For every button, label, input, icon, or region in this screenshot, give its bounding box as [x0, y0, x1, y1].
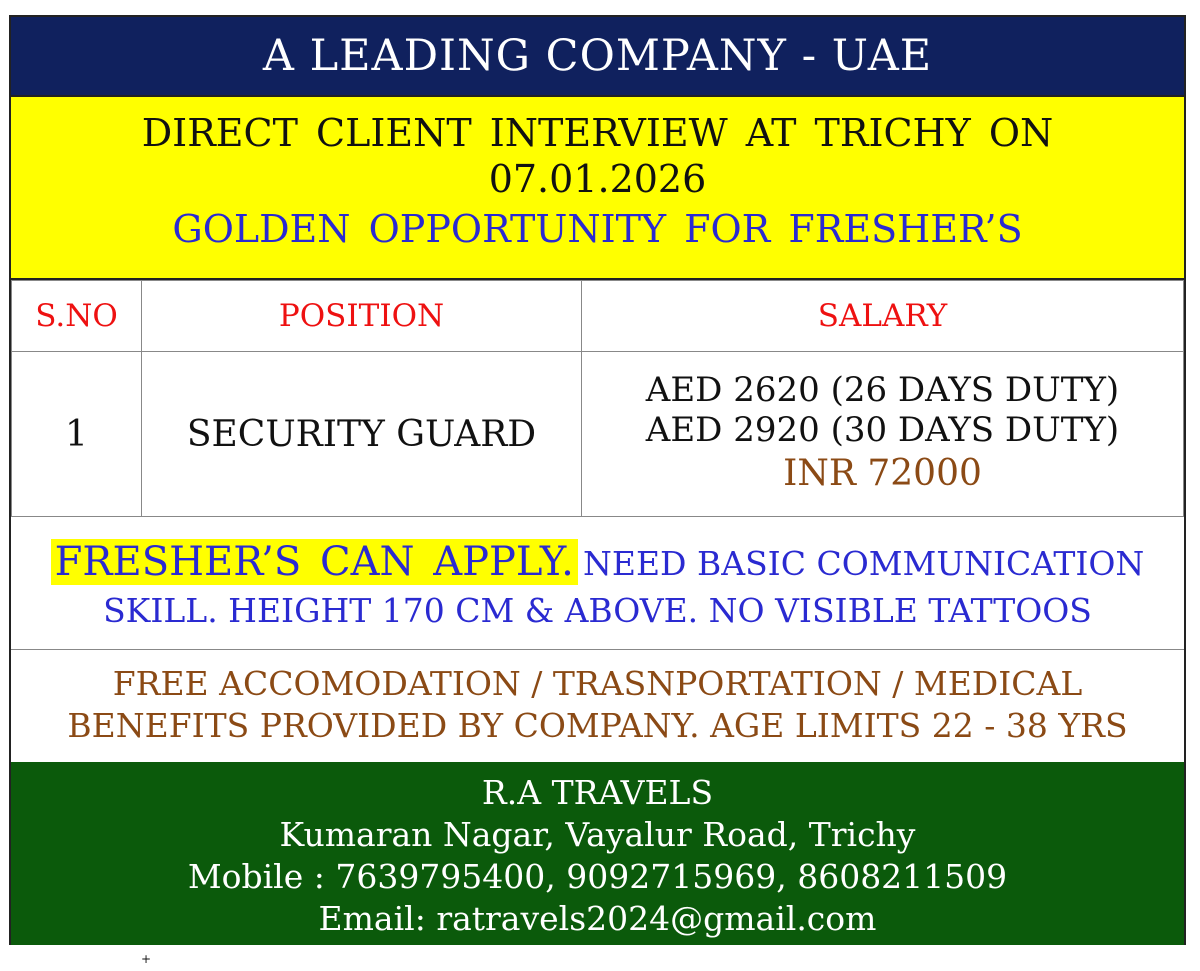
salary-inr: INR 72000	[783, 453, 982, 494]
salary-30-days: AED 2920 (30 DAYS DUTY)	[645, 410, 1120, 450]
header-sno: S.NO	[12, 281, 142, 352]
benefits-line-1: FREE ACCOMODATION / TRASNPORTATION / MEDICAL	[112, 664, 1083, 703]
salary-26-days: AED 2620 (26 DAYS DUTY)	[645, 370, 1120, 410]
freshers-highlight: FRESHER’S CAN APPLY.	[51, 539, 578, 585]
header-salary: SALARY	[582, 281, 1184, 352]
row-salary	[582, 352, 1184, 517]
opportunity-tagline: GOLDEN OPPORTUNITY FOR FRESHER’S	[172, 207, 1023, 251]
requirements-line-2: SKILL. HEIGHT 170 CM & ABOVE. NO VISIBLE TATTOOS	[103, 591, 1092, 630]
contact-footer	[11, 762, 1184, 945]
benefits-line-2: BENEFITS PROVIDED BY COMPANY. AGE LIMITS 22 - 38 YRS	[67, 706, 1128, 745]
row-position: SECURITY GUARD	[142, 352, 582, 517]
header-position: POSITION	[142, 281, 582, 352]
interview-heading: DIRECT CLIENT INTERVIEW AT TRICHY ON	[141, 111, 1054, 155]
agency-mobile: Mobile : 7639795400, 9092715969, 8608211509	[187, 857, 1008, 896]
interview-date: 07.01.2026	[488, 157, 707, 201]
communication-requirement: NEED BASIC COMMUNICATION	[582, 544, 1145, 583]
agency-email: Email: ratravels2024@gmail.com	[318, 899, 877, 938]
requirements-section	[11, 517, 1184, 650]
footnote-mark: +	[141, 952, 152, 966]
positions-table	[11, 280, 1184, 517]
job-advert-poster	[9, 15, 1186, 945]
benefits-section	[11, 650, 1184, 762]
row-sno: 1	[12, 352, 142, 517]
table-row	[12, 352, 1184, 517]
interview-banner	[11, 95, 1184, 280]
requirements-line-1	[11, 539, 1184, 593]
table-header-row	[12, 281, 1184, 352]
agency-address: Kumaran Nagar, Vayalur Road, Trichy	[279, 815, 916, 854]
agency-name: R.A TRAVELS	[481, 773, 714, 812]
company-title: A LEADING COMPANY - UAE	[11, 17, 1184, 95]
